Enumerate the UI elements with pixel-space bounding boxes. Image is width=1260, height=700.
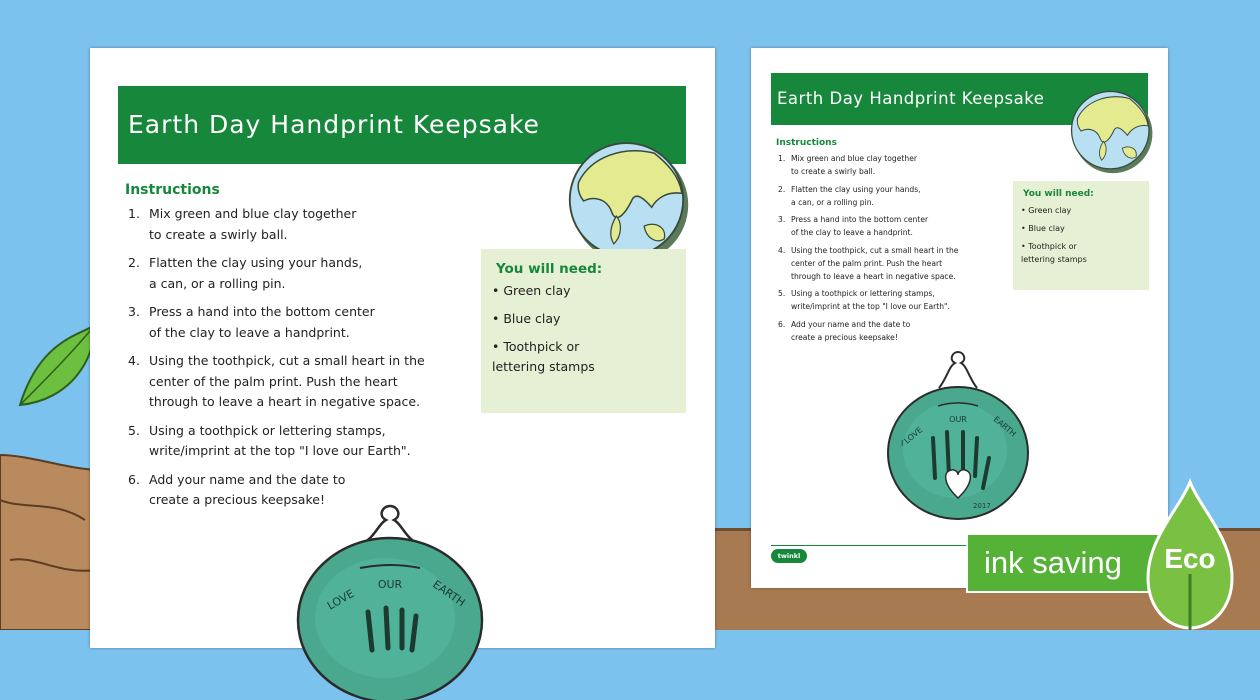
list-item: • Green clay bbox=[1021, 206, 1072, 215]
materials-list bbox=[492, 281, 595, 385]
globe-icon bbox=[566, 138, 692, 264]
step-item: 3. Press a hand into the bottom center of the clay to leave a handprint. bbox=[778, 215, 929, 237]
list-item: • Toothpick or lettering stamps bbox=[1021, 242, 1087, 264]
worksheet-page-small bbox=[751, 48, 1168, 588]
instructions-heading: Instructions bbox=[776, 138, 837, 148]
keepsake-year: 2017 bbox=[973, 502, 991, 510]
you-will-need-box bbox=[481, 249, 686, 413]
step-item: 6. Add your name and the date to create a precious keepsake! bbox=[128, 471, 346, 507]
handprint-keepsake-image bbox=[883, 348, 1033, 528]
materials-list bbox=[1021, 204, 1087, 271]
steps-list bbox=[128, 204, 428, 519]
keepsake-word-love: LOVE bbox=[325, 586, 357, 613]
step-item: 4. Using the toothpick, cut a small heart in the center of the palm print. Push the heart through to leave a heart in negative space. bbox=[778, 245, 959, 281]
twinkl-logo: twinkl bbox=[771, 549, 807, 563]
keepsake-word-love: LOVE bbox=[902, 425, 925, 446]
list-item: • Toothpick or lettering stamps bbox=[492, 339, 595, 374]
instructions-heading: Instructions bbox=[125, 182, 220, 198]
step-item: 1. Mix green and blue clay together to create a swirly ball. bbox=[128, 206, 357, 242]
ink-saving-badge bbox=[966, 533, 1162, 593]
page-title: Earth Day Handprint Keepsake bbox=[777, 89, 1045, 108]
you-will-need-heading: You will need: bbox=[496, 261, 603, 277]
worksheet-page-large bbox=[90, 48, 715, 648]
step-item: 6. Add your name and the date to create a precious keepsake! bbox=[778, 319, 911, 342]
list-item: • Green clay bbox=[492, 283, 571, 298]
list-item: • Blue clay bbox=[492, 311, 561, 326]
step-item: 4. Using the toothpick, cut a small heart in the center of the palm print. Push the heart through to leave a heart in negative space. bbox=[128, 353, 425, 409]
step-item: 3. Press a hand into the bottom center of the clay to leave a handprint. bbox=[128, 304, 375, 340]
globe-icon bbox=[1069, 88, 1155, 174]
step-item: 5. Using a toothpick or lettering stamps, write/imprint at the top "I love our Earth". bbox=[778, 289, 950, 311]
keepsake-word-i: I bbox=[901, 439, 904, 448]
step-item: 2. Flatten the clay using your hands, a can, or a rolling pin. bbox=[128, 255, 363, 291]
step-item: 5. Using a toothpick or lettering stamps, write/imprint at the top "I love our Earth". bbox=[128, 422, 411, 458]
handprint-keepsake-image bbox=[290, 500, 490, 700]
eco-label: Eco bbox=[1164, 543, 1216, 574]
keepsake-word-earth: EARTH bbox=[991, 414, 1018, 439]
tree-and-leaf-illustration bbox=[0, 0, 100, 630]
you-will-need-heading: You will need: bbox=[1023, 189, 1094, 199]
step-item: 1. Mix green and blue clay together to create a swirly ball. bbox=[778, 154, 917, 176]
list-item: • Blue clay bbox=[1021, 224, 1065, 233]
keepsake-word-our: OUR bbox=[377, 578, 403, 591]
page-title: Earth Day Handprint Keepsake bbox=[128, 110, 540, 139]
keepsake-word-our: OUR bbox=[949, 415, 967, 424]
steps-list bbox=[778, 152, 988, 348]
step-item: 2. Flatten the clay using your hands, a can, or a rolling pin. bbox=[778, 184, 921, 207]
keepsake-word-earth: EARTH bbox=[430, 577, 468, 610]
you-will-need-box bbox=[1013, 181, 1149, 290]
ink-saving-label: ink saving bbox=[984, 545, 1122, 580]
